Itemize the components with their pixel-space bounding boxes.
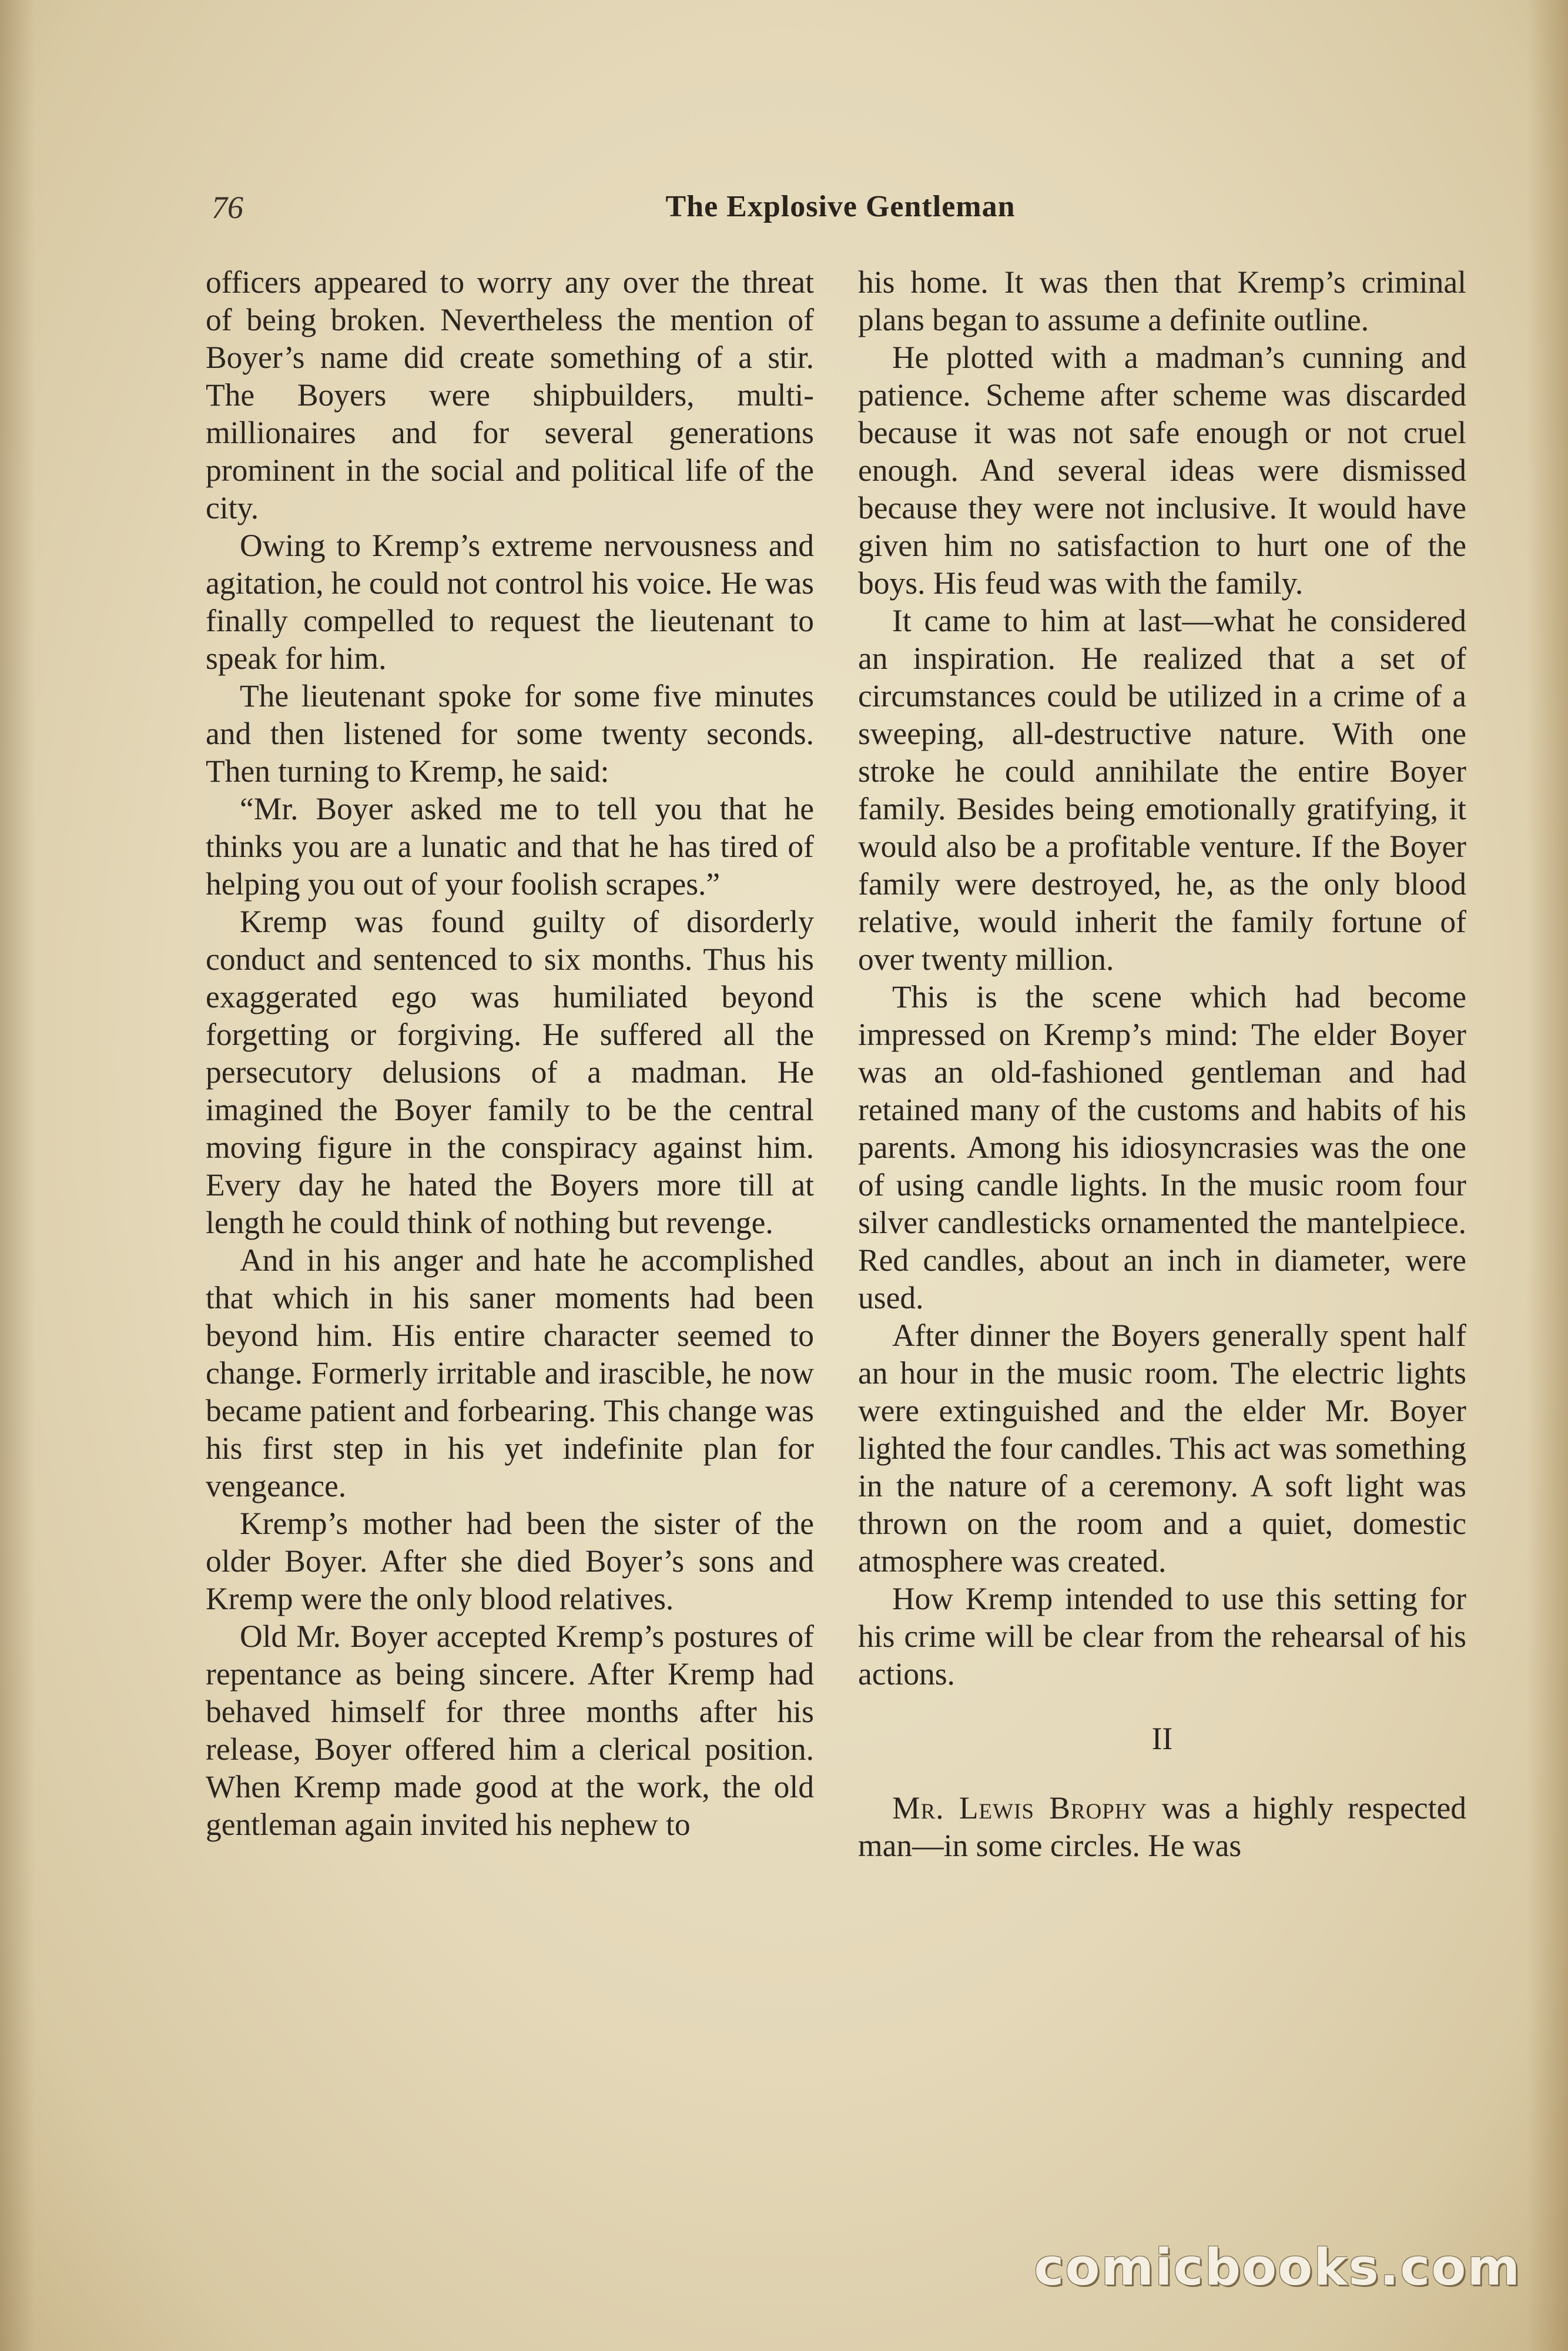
- paragraph: his home. It was then that Kremp’s criminal plans began to assume a definite outline.: [858, 264, 1466, 337]
- paragraph: And in his anger and hate he accomplished that which in his saner moments had been beyond him. His entire character seemed to change. Formerly irritable and irascible, he now became patient and forbearing. This change was his first step in his yet indefinite plan for vengeance.: [206, 1243, 814, 1503]
- spine-shadow: [0, 0, 35, 2351]
- running-title: The Explosive Gentleman: [665, 190, 1016, 223]
- page-edge: [1527, 0, 1568, 2351]
- paragraph: The lieutenant spoke for some five minutes and then listened for some twenty seconds. Then turning to Kremp, he said:: [206, 678, 814, 789]
- paragraph: “Mr. Boyer asked me to tell you that he thinks you are a lunatic and that he has tired of helping you out of your foolish scrapes.”: [206, 791, 814, 902]
- section-opening-paragraph: [858, 1789, 1466, 1864]
- paragraph: It came to him at last—what he considered an inspiration. He realized that a set of circumstances could be utilized in a crime of a sweeping, all-destructive nature. With one stroke he could annihilate the entire Boyer family. Besides being emotionally gratifying, it would also be a profitable venture. If the Boyer family were destroyed, he, as the only blood relative, would inherit the family fortune of over twenty million.: [858, 603, 1466, 977]
- left-column: [206, 263, 814, 1843]
- page-header: [212, 189, 1469, 236]
- page-number: 76: [212, 190, 243, 225]
- lead-in-name: Mr. Lewis Brophy: [892, 1790, 1148, 1826]
- paragraph: Owing to Kremp’s extreme nervousness and agitation, he could not control his voice. He was finally compelled to request the lieutenant to speak for him.: [206, 528, 814, 676]
- paragraph: Old Mr. Boyer accepted Kremp’s postures of repentance as being sincere. After Kremp had behaved himself for three months after his release, Boyer offered him a clerical position. When Kremp made good at the work, the old gentleman again invited his nephew to: [206, 1619, 814, 1842]
- paragraph: Kremp was found guilty of disorderly conduct and sentenced to six months. Thus his exaggerated ego was humiliated beyond forgetting or forgiving. He suffered all the persecutory delusions of a madman. He imagined the Boyer family to be the central moving figure in the conspiracy against him. Every day he hated the Boyers more till at length he could think of nothing but revenge.: [206, 904, 814, 1240]
- site-watermark: comicbooks.com: [1034, 2238, 1521, 2297]
- section-number: II: [1151, 1721, 1173, 1756]
- paragraph: Kremp’s mother had been the sister of the older Boyer. After she died Boyer’s sons and Kremp were the only blood relatives.: [206, 1506, 814, 1616]
- paragraph: officers appeared to worry any over the threat of being broken. Nevertheless the mention of Boyer’s name did create something of a stir. The Boyers were shipbuilders, multi-millionaires and for several generations prominent in the social and political life of the city.: [206, 264, 814, 525]
- paragraph: He plotted with a madman’s cunning and patience. Scheme after scheme was discarded because it was not safe enough or not cruel enough. And several ideas were dismissed because they were not inclusive. It would have given him no satisfaction to hurt one of the boys. His feud was with the family.: [858, 340, 1466, 601]
- paragraph: How Kremp intended to use this setting for his crime will be clear from the rehearsal of his actions.: [858, 1581, 1466, 1692]
- paragraph: This is the scene which had become impressed on Kremp’s mind: The elder Boyer was an old-fashioned gentleman and had retained many of the customs and habits of his parents. Among his idiosyncrasies was the one of using candle lights. In the music room four silver candlesticks ornamented the mantelpiece. Red candles, about an inch in diameter, were used.: [858, 979, 1466, 1315]
- paragraph: After dinner the Boyers generally spent half an hour in the music room. The electric lights were extinguished and the elder Mr. Boyer lighted the four candles. This act was something in the nature of a ceremony. A soft light was thrown on the room and a quiet, domestic atmosphere was created.: [858, 1318, 1466, 1579]
- right-column: [858, 263, 1466, 1864]
- paragraph-text: was a highly respected man—in some circles. He was: [858, 1790, 1466, 1863]
